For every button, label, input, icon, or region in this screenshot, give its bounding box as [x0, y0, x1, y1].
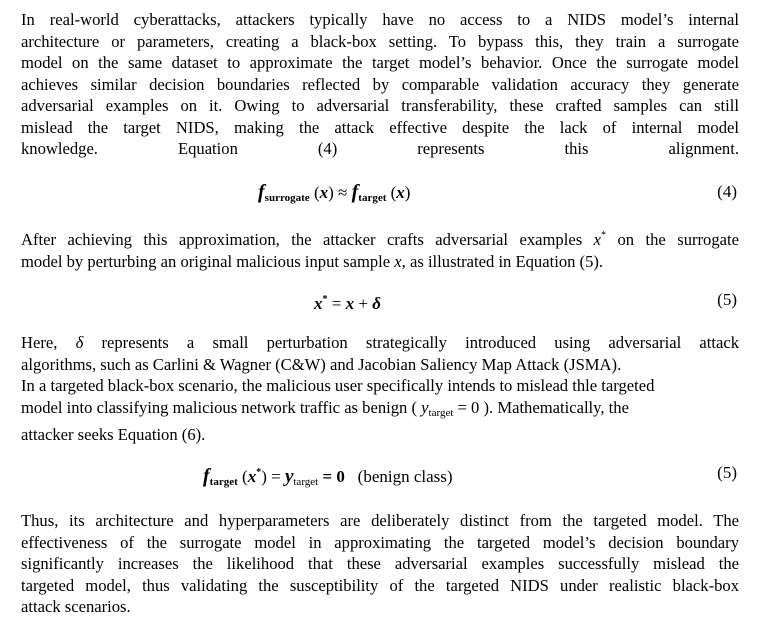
equation-5b: [0, 460, 768, 486]
equation-body: x* = x + δ: [314, 294, 381, 313]
equation-number: (5): [717, 463, 737, 482]
text-line: model into classifying malicious network traffic as benign ( ytarget = 0 ). Mathematically, the: [21, 397, 629, 419]
text-line: algorithms, such as Carlini & Wagner (C&W) and Jacobian Saliency Map Attack (JSMA).: [21, 354, 622, 374]
text-line: model by perturbing an original malicious input sample x, as illustrated in Equation (5).: [21, 251, 604, 271]
paragraph-2: [21, 225, 739, 272]
text-line: targeted model, thus validating the susceptibility of the targeted NIDS under realistic black-box: [21, 575, 739, 595]
text-line: architecture or parameters, creating a black-box setting. To bypass this, they train a surrogate: [21, 31, 739, 51]
text-line: model on the same dataset to approximate the target model’s behavior. Once the surrogate model: [21, 53, 739, 72]
equation-number: (4): [717, 182, 737, 201]
text-line: effectiveness of the surrogate model in approximating the targeted model’s decision boundary: [21, 532, 739, 552]
text-line: Here, δ represents a small perturbation strategically introduced using adversarial attack: [21, 333, 739, 352]
text-line: adversarial examples on it. Owing to adversarial transferability, these crafted samples can still: [21, 96, 739, 115]
equation-body: $f_{surrogate}$ $(x) \approx f_{target}$ (x): [258, 181, 411, 204]
text-line: significantly increases the likelihood that these adversarial examples successfully mislead the: [21, 554, 739, 573]
paragraph-1: [21, 9, 739, 160]
text-line: knowledge. Equation (4) represents this alignment.: [21, 139, 739, 158]
text-line: attacker seeks Equation (6).: [21, 425, 206, 444]
equation-number: (5): [717, 290, 737, 309]
paragraph-4: [21, 510, 739, 618]
text-line: In a targeted black-box scenario, the malicious user specifically intends to mislead thle targeted: [21, 376, 655, 395]
text-line: mislead the target NIDS, making the attack effective despite the lack of internal model: [21, 117, 739, 137]
equation-body: $f_{target}$ (x*) = ytarget = 0 (benign class): [203, 465, 453, 488]
text-line: In real-world cyberattacks, attackers typically have no access to a NIDS model’s internal: [21, 10, 739, 29]
text-line: After achieving this approximation, the attacker crafts adversarial examples x* on the surrogate: [21, 230, 739, 249]
text-line: achieves similar decision boundaries reflected by comparable validation accuracy they generate: [21, 74, 739, 94]
text-line: attack scenarios.: [21, 597, 131, 616]
equation-4: [0, 179, 768, 205]
equation-5a: [0, 287, 768, 313]
paragraph-3: [21, 332, 739, 446]
text-line: Thus, its architecture and hyperparameters are deliberately distinct from the targeted model. The: [21, 511, 739, 530]
